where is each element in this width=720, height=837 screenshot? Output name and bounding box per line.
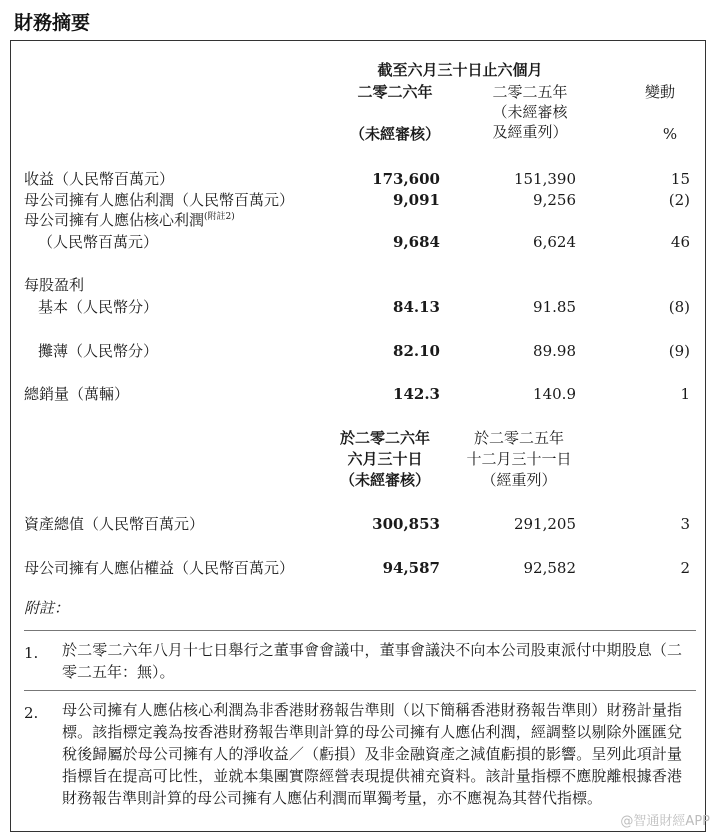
cell-total-assets-2025: 291,205 [513,515,576,533]
period-header: 截至六月三十日止六個月 [377,61,543,79]
balance-col-2026-line1: 於二零二六年 [339,429,430,447]
cell-revenue-change: 15 [670,170,690,188]
col-header-unaudited: （未經審核） [349,125,440,143]
row-label-eps-diluted: 攤薄（人民幣分） [38,342,159,360]
row-label-total-assets: 資產總值（人民幣百萬元） [24,515,205,533]
cell-eps-diluted-2026: 82.10 [393,342,440,360]
cell-equity-2026: 94,587 [382,559,440,577]
col-header-2025-note2: 及經重列） [492,123,568,141]
cell-revenue-2026: 173,600 [372,170,440,188]
notes-divider-2 [24,690,696,691]
cell-core-profit-change: 46 [670,233,690,251]
balance-col-2026-line3: （未經審核） [339,471,430,489]
cell-eps-basic-change: (8) [668,298,690,316]
watermark: @智通財經APP [620,814,710,829]
cell-eps-basic-2026: 84.13 [393,298,440,316]
cell-eps-diluted-change: (9) [668,342,690,360]
balance-col-2026-line2: 六月三十日 [347,450,423,468]
cell-sales-volume-2025: 140.9 [533,385,576,403]
cell-eps-diluted-2025: 89.98 [533,342,576,360]
col-header-2025-note1: （未經審核 [492,103,568,121]
cell-equity-2025: 92,582 [523,559,576,577]
note-2-text: 母公司擁有人應佔核心利潤為非香港財務報告準則（以下簡稱香港財務報告準則）財務計量指標。該指標定義為按香港財務報告準則計算的母公司擁有人應佔利潤，經調整以剔除外匯匯兌稅後歸屬於母公司擁有人的淨收益／（虧損）及非金融資產之減值虧損的影響。呈列此項計量指標旨在提高可比性，並就本集團實際經營表現提供補充資料。該計量指標不應脫離根據香港財務報告準則計算的母公司擁有人應佔利潤而單獨考量，亦不應視為其替代指標。 [62,701,682,807]
cell-sales-volume-change: 1 [680,385,690,403]
cell-profit-change: (2) [668,191,690,209]
note-1-text: 於二零二六年八月十七日舉行之董事會會議中，董事會議決不向本公司股東派付中期股息（二零二五年：無）。 [62,641,682,681]
cell-core-profit-2026: 9,684 [393,233,440,251]
col-header-change: 變動 [644,83,675,101]
row-label-eps-basic: 基本（人民幣分） [38,298,159,316]
col-header-2026: 二零二六年 [357,83,433,101]
note-2-number: 2. [24,704,39,722]
cell-total-assets-change: 3 [680,515,690,533]
balance-col-2025-line3: （經重列） [481,471,557,489]
cell-equity-change: 2 [680,559,690,577]
balance-col-2025-line1: 於二零二五年 [473,429,564,447]
row-label-eps: 每股盈利 [24,276,85,294]
row-label-profit: 母公司擁有人應佔利潤（人民幣百萬元） [24,191,295,209]
col-header-pct: % [662,125,678,143]
cell-core-profit-2025: 6,624 [533,233,576,251]
row-label-sales-volume: 總銷量（萬輛） [24,385,130,403]
col-header-2025: 二零二五年 [492,83,568,101]
row-label-core-profit-unit: （人民幣百萬元） [38,233,159,251]
row-label-equity: 母公司擁有人應佔權益（人民幣百萬元） [24,559,295,577]
cell-eps-basic-2025: 91.85 [533,298,576,316]
cell-profit-2025: 9,256 [533,191,576,209]
balance-col-2025-line2: 十二月三十一日 [466,450,572,468]
page-title: 財務摘要 [14,12,91,34]
row-label-revenue: 收益（人民幣百萬元） [24,170,175,188]
row-label-core-profit-text: 母公司擁有人應佔核心利潤 [24,211,205,229]
cell-revenue-2025: 151,390 [513,170,576,188]
cell-sales-volume-2026: 142.3 [393,385,440,403]
footnote-ref: (附註2) [204,212,235,222]
notes-heading: 附註： [24,599,70,617]
notes-divider-1 [24,630,696,631]
note-1-number: 1. [24,644,39,662]
cell-total-assets-2026: 300,853 [372,515,440,533]
row-label-core-profit [24,210,235,230]
cell-profit-2026: 9,091 [393,191,440,209]
